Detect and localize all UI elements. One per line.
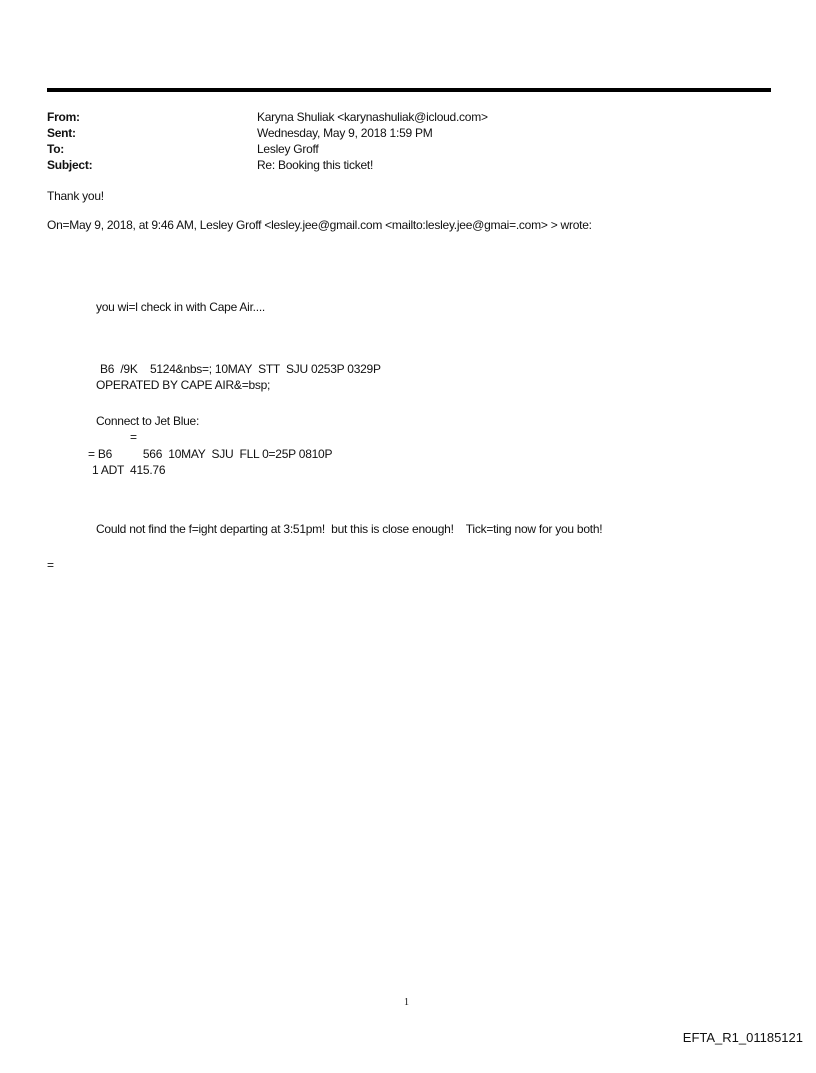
body-line: Could not find the f=ight departing at 3:51pm! but this is close enough! Tick=ting now for you both! bbox=[96, 522, 603, 536]
body-line: OPERATED BY CAPE AIR&=bsp; bbox=[96, 378, 271, 392]
body-line: 1 ADT 415.76 bbox=[92, 463, 166, 477]
subject-label: Subject: bbox=[47, 158, 93, 172]
body-line: = bbox=[130, 430, 137, 444]
quote-intro: On=May 9, 2018, at 9:46 AM, Lesley Groff <lesley.jee@gmail.com <mailto:lesley.jee@gmai=.com> > wrote: bbox=[47, 218, 592, 232]
subject-value: Re: Booking this ticket! bbox=[257, 158, 374, 172]
to-label: To: bbox=[47, 142, 65, 156]
page-number: 1 bbox=[404, 997, 409, 1008]
sent-label: Sent: bbox=[47, 126, 76, 140]
body-line: B6 /9K 5124&nbs=; 10MAY STT SJU 0253P 0329P bbox=[100, 362, 381, 376]
from-label: From: bbox=[47, 110, 80, 124]
header-rule bbox=[47, 88, 771, 92]
to-value: Lesley Groff bbox=[257, 142, 319, 156]
body-line: Connect to Jet Blue: bbox=[96, 414, 200, 428]
document-id: EFTA_R1_01185121 bbox=[682, 1030, 803, 1045]
body-line: = bbox=[47, 558, 54, 572]
reply-text: Thank you! bbox=[47, 189, 104, 203]
from-value: Karyna Shuliak <karynashuliak@icloud.com> bbox=[257, 110, 488, 124]
sent-value: Wednesday, May 9, 2018 1:59 PM bbox=[257, 126, 433, 140]
body-line: you wi=l check in with Cape Air.... bbox=[96, 300, 265, 314]
body-line: = B6 566 10MAY SJU FLL 0=25P 0810P bbox=[88, 447, 333, 461]
